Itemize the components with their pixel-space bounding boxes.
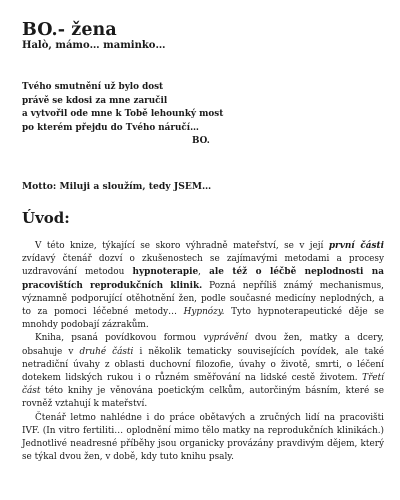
text-run: druhé části: [79, 346, 134, 357]
paragraph: [22, 412, 384, 465]
text-run: Čtenář letmo nahlédne i do práce obětavých a zručných lidí na pracovišti IVF. (In vitro fertiliti… oplodnění mimo tělo matky na reprodukčních klinikách.) Jednotlivé neadresné příběhy jsou organicky provázány pravdivým dějem, který se týkal dvou žen, v době, kdy tuto knihu psaly.: [22, 412, 384, 463]
poem-line: po kterém přejdu do Tvého náručí…: [22, 122, 199, 133]
poem-signature: BO.: [192, 136, 210, 146]
text-run: Kniha, psaná povídkovou formou: [35, 333, 204, 344]
poem-line: právě se kdosi za mne zaručil: [22, 95, 168, 106]
text-run: dvou žen, matky a dcery, obsahuje v: [22, 333, 385, 357]
text-run: Třetí část: [22, 373, 384, 397]
text-run: Hypnózy.: [183, 307, 225, 318]
poem-line: Tvého smutnění už bylo dost: [22, 82, 164, 92]
text-run: Tyto hypnoterapeutické děje se mnohdy podobají zázrakům.: [22, 307, 384, 331]
section-heading: Úvod:: [22, 209, 70, 227]
paragraph: [22, 240, 384, 332]
chapter-subtitle: Halò, mámo… maminko…: [22, 40, 166, 51]
text-run: hypnoterapie: [132, 267, 199, 278]
text-run: první části: [328, 241, 384, 251]
text-run: ,: [198, 267, 210, 278]
motto: Motto: Miluji a sloužím, tedy JSEM…: [22, 181, 212, 192]
paragraph: [22, 332, 384, 411]
text-run: zvídavý čtenář dozví o zkušenostech se zajímavými metodami a procesy uzdravování metodou: [22, 254, 384, 278]
text-run: ale též o léčbě neplodnosti na pracovištích reprodukčních klinik.: [22, 267, 384, 291]
chapter-title: BO.- žena: [22, 20, 117, 40]
text-run: této knihy je věnována poetickým celkům, autorčiným básním, které se rovněž vztahují k mateřství.: [22, 386, 384, 410]
intro-body: [22, 240, 384, 464]
text-run: i několik tematicky souvisejících povídek, ale také netradiční úvahy z oblasti duchovní filozofie, úvahy o životě, smrti, o léčení dotekem lidských rukou i o různém směřování na lidské cestě životem.: [22, 346, 384, 384]
text-run: V této knize, týkající se skoro výhradně mateřství, se v její: [35, 241, 329, 251]
text-run: Pozná nepříliš známý mechanismus, významně podporující otěhotnění žen, podle současné medicíny neplodných, a to za pomoci léčebné metody…: [22, 280, 384, 318]
text-run: vyprávění: [203, 333, 248, 344]
poem: [22, 81, 223, 149]
poem-line: a vytvořil ode mne k Tobě lehounký most: [22, 109, 224, 119]
